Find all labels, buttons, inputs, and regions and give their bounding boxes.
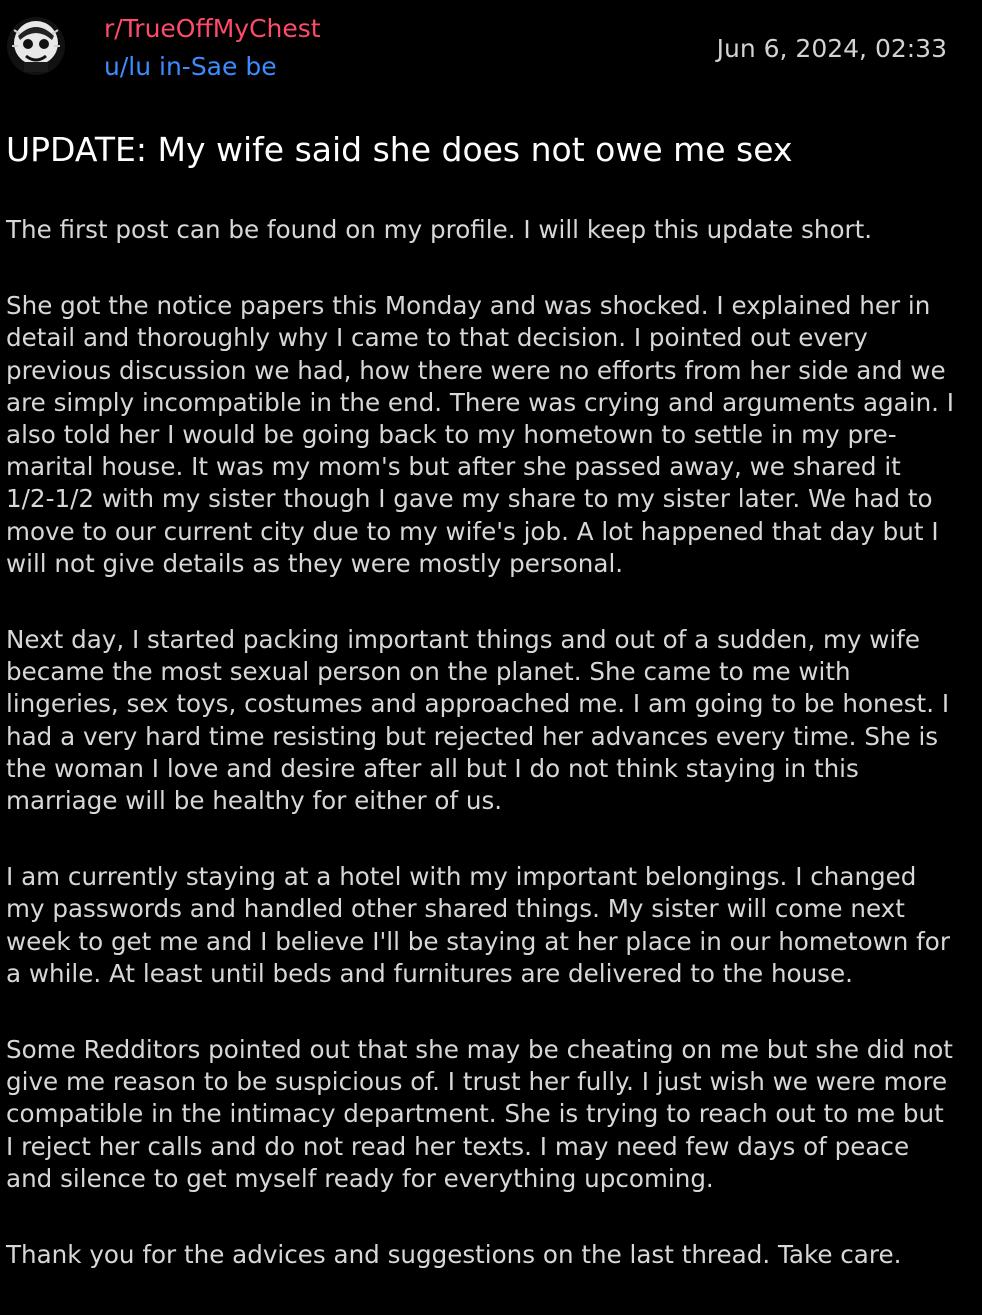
subreddit-link[interactable]: r/TrueOffMyChest <box>104 14 321 43</box>
post-paragraph: Some Redditors pointed out that she may be cheating on me but she did not give me reason to be suspicious of. I trust her fully. I just wish we were more compatible in the intimacy department. She is trying to reach out to me but I reject her calls and do not read her texts. I may need few days of peace and silence to get myself ready for everything upcoming. <box>6 1035 953 1193</box>
post-title: UPDATE: My wife said she does not owe me sex <box>6 130 793 169</box>
post-paragraph: I am currently staying at a hotel with my important belongings. I changed my passwords and handled other shared things. My sister will come next week to get me and I believe I'll be staying at her place in our hometown for a while. At least until beds and furnitures are delivered to the house. <box>6 862 950 988</box>
post-header <box>0 0 982 100</box>
post-paragraph: Next day, I started packing important things and out of a sudden, my wife became the most sexual person on the planet. She came to me with lingeries, sex toys, costumes and approached me. I am going to be honest. I had a very hard time resisting but rejected her advances every time. She is the woman I love and desire after all but I do not think staying in this marriage will be healthy for either of us. <box>6 625 950 816</box>
subreddit-avatar-icon[interactable] <box>6 16 66 76</box>
post-body <box>6 214 956 1315</box>
post-paragraph: The first post can be found on my profile. I will keep this update short. <box>6 215 873 244</box>
post-timestamp: Jun 6, 2024, 02:33 <box>716 34 947 63</box>
username-link[interactable]: u/lu in-Sae be <box>104 52 277 81</box>
post-paragraph: Thank you for the advices and suggestions on the last thread. Take care. <box>6 1240 902 1270</box>
post-paragraph: She got the notice papers this Monday and was shocked. I explained her in detail and thoroughly why I came to that decision. I pointed out every previous discussion we had, how there were no efforts from her side and we are simply incompatible in the end. There was crying and arguments again. I also told her I would be going back to my hometown to settle in my pre-marital house. It was my mom's but after she passed away, we shared it 1/2-1/2 with my sister though I gave my share to my sister later. We had to move to our current city due to my wife's job. A lot happened that day but I will not give details as they were mostly personal. <box>6 291 955 578</box>
